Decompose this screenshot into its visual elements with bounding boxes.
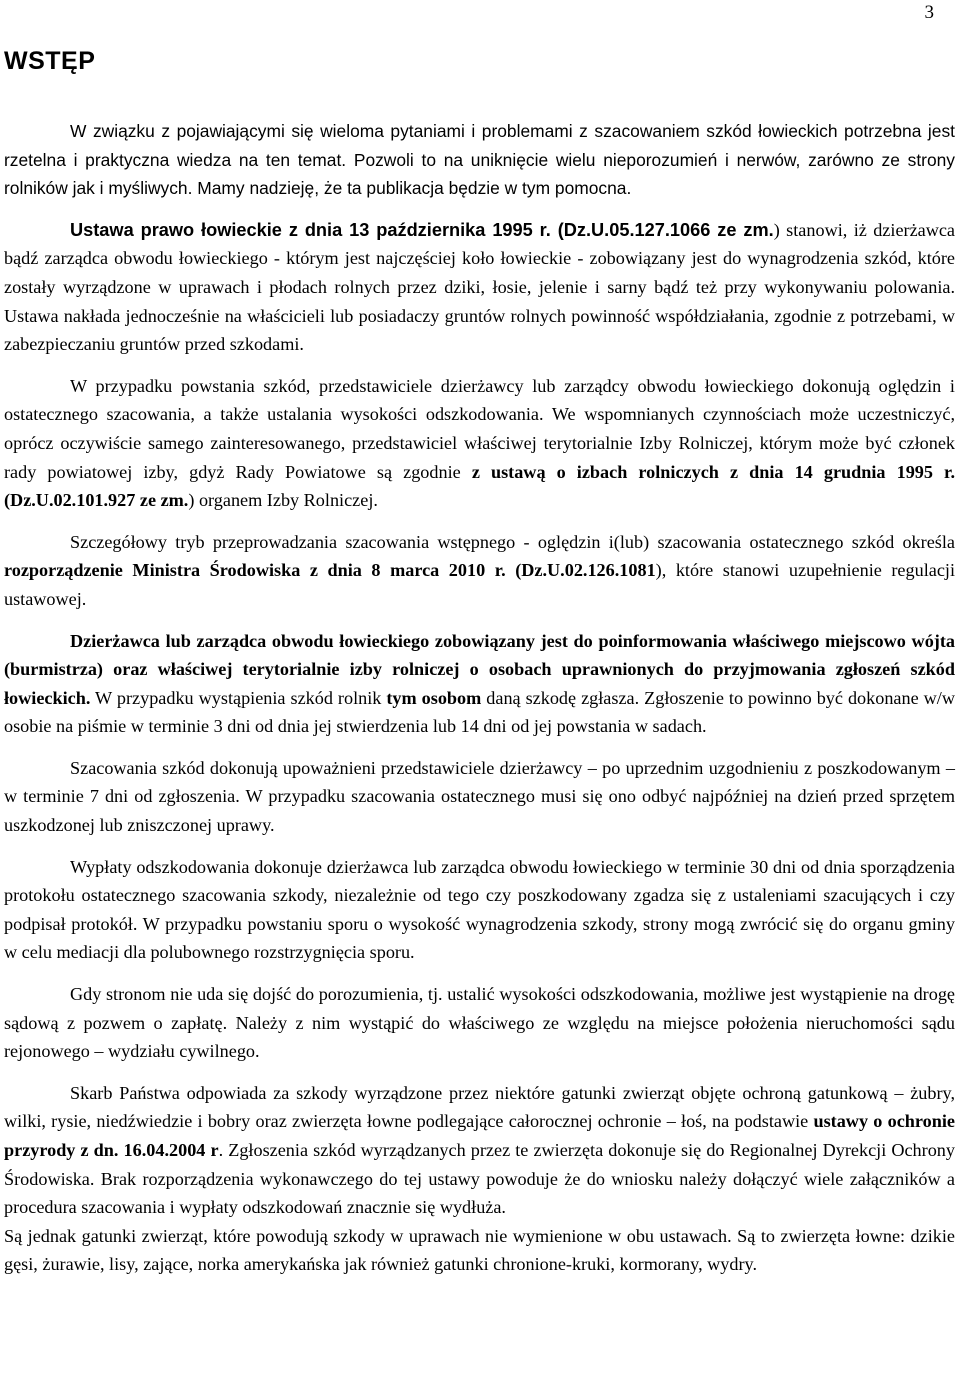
paragraph-text: daną szkodę zgłasza. Zgłoszenie to powinno być dokonane w/w osobie na piśmie w terminie 3 dni od dnia jej stwierdzenia lub 14 dni od jej powstania w sadach.	[4, 687, 955, 737]
paragraph-text: W przypadku wystąpienia szkód rolnik	[90, 687, 387, 708]
law-reference-chambers: z ustawą o izbach rolniczych z dnia 14 grudnia 1995 r. (Dz.U.02.101.927 ze zm.	[4, 461, 956, 511]
paragraph-intro: W związku z pojawiającymi się wieloma pytaniami i problemami z szacowaniem szkód łowieckich potrzebna jest rzetelna i praktyczna wiedza na ten temat. Pozwoli to na uniknięcie wielu nieporozumień i nerwów, zarówno ze strony rolników jak i myśliwych. Mamy nadzieję, że ta publikacja będzie w tym pomocna.	[4, 121, 955, 199]
bold-recipients: tym osobom	[386, 687, 482, 708]
paragraph-text: ) stanowi, iż dzierżawca bądź zarządca obwodu łowieckiego - którym jest najczęściej koło łowieckie - zobowiązany jest do wynagrodzenia szkód, które zostały wyrządzone w uprawach i płodach rolnych przez dziki, łosie, jelenie i sarny bądź też przy wykonywaniu polowania. Ustawa nakłada jednocześnie na właścicieli lub posiadaczy gruntów rolnych powinność współdziałania, zgodnie z potrzebami, w zabezpieczaniu gruntów przed szkodami.	[4, 219, 955, 355]
document-body	[4, 117, 955, 1279]
paragraph-state-treasury	[4, 1079, 955, 1222]
paragraph-assessment: Szacowania szkód dokonują upoważnieni przedstawiciele dzierżawcy – po uprzednim uzgodnieniu z poszkodowanym – w terminie 7 dni od zgłoszenia. W przypadku szacowania ostatecznego musi się ono odbyć najpóźniej na dzień przed sprzętem uszkodzonej lub zniszczonej uprawy.	[4, 757, 955, 836]
law-reference-nature: ustawy o ochronie przyrody z dn. 16.04.2004 r	[4, 1111, 955, 1160]
paragraph-text: W przypadku powstania szkód, przedstawiciele dzierżawcy lub zarządcy obwodu łowieckiego dokonują oględzin i ostatecznego szacowania, a także ustalania wysokości odszkodowania. We wspomnianych czynnościach może uczestniczyć, oprócz oczywiście samego zainteresowanego, przedstawiciel właściwej terytorialnie Izby Rolniczej, którym może być członek rady powiatowej izby, gdyż Rady Powiatowe są zgodnie	[4, 375, 955, 482]
paragraph-inspection	[4, 372, 955, 515]
bold-notice: Dzierżawca lub zarządca obwodu łowieckiego zobowiązany jest do poinformowania właściwego miejscowo wójta (burmistrza) oraz właściwej terytorialnie izby rolniczej o osobach uprawnionych do przyjmowania zgłoszeń szkód łowieckich.	[4, 630, 955, 708]
page-number: 3	[924, 2, 934, 23]
paragraph-text: . Zgłoszenia szkód wyrządzanych przez te zwierzęta dokonuje się do Regionalnej Dyrekcji Ochrony Środowiska. Brak rozporządzenia wykonawczego do tej ustawy powoduje że do wniosku należy dołączyć wiele załączników a procedura szacowania i wypłaty odszkodowań znacznie się wydłuża.	[4, 1140, 955, 1218]
paragraph-text: ) organem Izby Rolniczej.	[188, 490, 378, 511]
paragraph-text: Skarb Państwa odpowiada za szkody wyrządzone przez niektóre gatunki zwierząt objęte ochroną gatunkową – żubry, wilki, rysie, niedźwiedzie i bobry oraz zwierzęta łowne podlegające całorocznej ochronie – łoś, na podstawie	[4, 1082, 955, 1132]
paragraph-text: Szczegółowy tryb przeprowadzania szacowania wstępnego - oględzin i(lub) szacowania ostatecznego szkód określa	[70, 531, 955, 552]
paragraph-payment: Wypłaty odszkodowania dokonuje dzierżawca lub zarządca obwodu łowieckiego w terminie 30 dni od dnia sporządzenia protokołu ostatecznego szacowania szkody, niezależnie od tego czy poszkodowany zgadza się z ustaleniami szacujących i czy podpisał protokół. W przypadku powstaniu sporu o wysokość wynagrodzenia szkody, strony mogą zwrócić się do organu gminy w celu mediacji dla polubownego rozstrzygnięcia sporu.	[4, 856, 955, 963]
paragraph-other-species: Są jednak gatunki zwierząt, które powodują szkody w uprawach nie wymienione w obu ustawach. Są to zwierzęta łowne: dzikie gęsi, żurawie, lisy, zające, norka amerykańska jak również gatunki chronione-kruki, kormorany, wydry.	[4, 1225, 955, 1275]
paragraph-reporting	[4, 627, 955, 741]
paragraph-text: ), które stanowi uzupełnienie regulacji ustawowej.	[4, 560, 955, 609]
paragraph-regulation	[4, 528, 955, 614]
paragraph-court: Gdy stronom nie uda się dojść do porozumienia, tj. ustalić wysokości odszkodowania, możliwe jest wystąpienie na drogę sądową z pozwem o zapłatę. Należy z nim wystąpić do właściwego ze względu na miejsce położenia nieruchomości sądu rejonowego – wydziału cywilnego.	[4, 984, 955, 1062]
page-title: WSTĘP	[4, 47, 96, 75]
law-reference-regulation: rozporządzenie Ministra Środowiska z dnia 8 marca 2010 r. (Dz.U.02.126.1081	[4, 560, 656, 581]
law-reference-hunting: Ustawa prawo łowieckie z dnia 13 października 1995 r. (Dz.U.05.127.1066 ze zm.	[70, 219, 774, 240]
paragraph-hunting-law	[4, 216, 955, 359]
